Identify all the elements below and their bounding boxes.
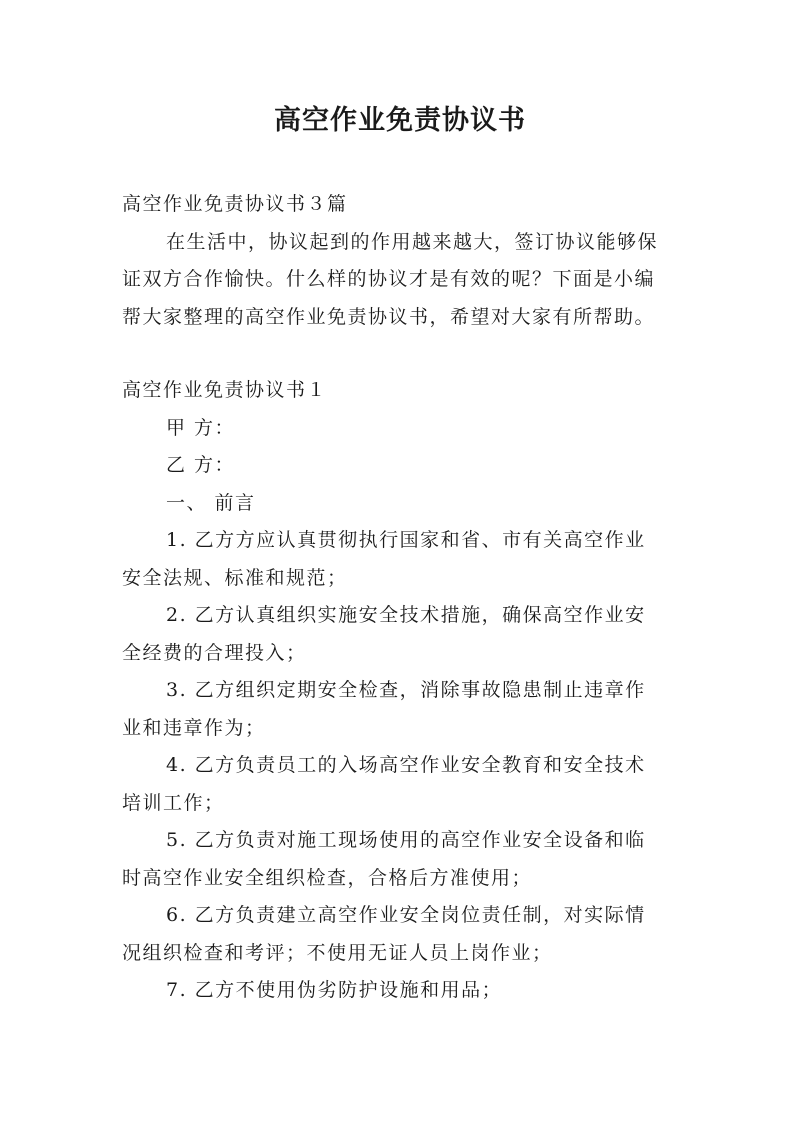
list-item: 5. 乙方负责对施工现场使用的高空作业安全设备和临 xyxy=(166,829,646,851)
intro-line: 在生活中，协议起到的作用越来越大，签订协议能够保 xyxy=(166,230,659,253)
paragraph-gap xyxy=(122,336,682,372)
party-b: 乙 方： xyxy=(166,454,236,476)
document-body xyxy=(122,186,682,1010)
list-item: 2. 乙方认真组织实施安全技术措施，确保高空作业安 xyxy=(166,604,646,626)
list-item: 3. 乙方组织定期安全检查，消除事故隐患制止违章作 xyxy=(166,679,646,701)
list-item: 1. 乙方方应认真贯彻执行国家和省、市有关高空作业 xyxy=(166,529,646,551)
list-item: 4. 乙方负责员工的入场高空作业安全教育和安全技术 xyxy=(166,754,646,776)
subtitle: 高空作业免责协议书３篇 xyxy=(122,193,348,215)
list-item-continuation: 况组织检查和考评；不使用无证人员上岗作业； xyxy=(122,941,553,964)
list-item: 6. 乙方负责建立高空作业安全岗位责任制，对实际情 xyxy=(166,904,646,926)
list-item-continuation: 业和违章作为； xyxy=(122,716,266,739)
party-a: 甲 方： xyxy=(166,416,236,439)
list-item-continuation: 全经费的合理投入； xyxy=(122,641,307,664)
document-title: 高空作业免责协议书 xyxy=(274,105,526,136)
list-item-continuation: 时高空作业安全组织检查，合格后方准使用； xyxy=(122,866,533,889)
intro-line: 帮大家整理的高空作业免责协议书，希望对大家有所帮助。 xyxy=(122,305,656,328)
preface-heading: 一、 前言 xyxy=(166,491,256,514)
list-item-continuation: 培训工作； xyxy=(122,791,225,814)
list-item-continuation: 安全法规、标准和规范； xyxy=(122,566,348,589)
list-item: 7. 乙方不使用伪劣防护设施和用品； xyxy=(166,979,503,1001)
intro-line: 证双方合作愉快。什么样的协议才是有效的呢？下面是小编 xyxy=(122,268,656,290)
section-heading: 高空作业免责协议书１ xyxy=(122,379,328,401)
